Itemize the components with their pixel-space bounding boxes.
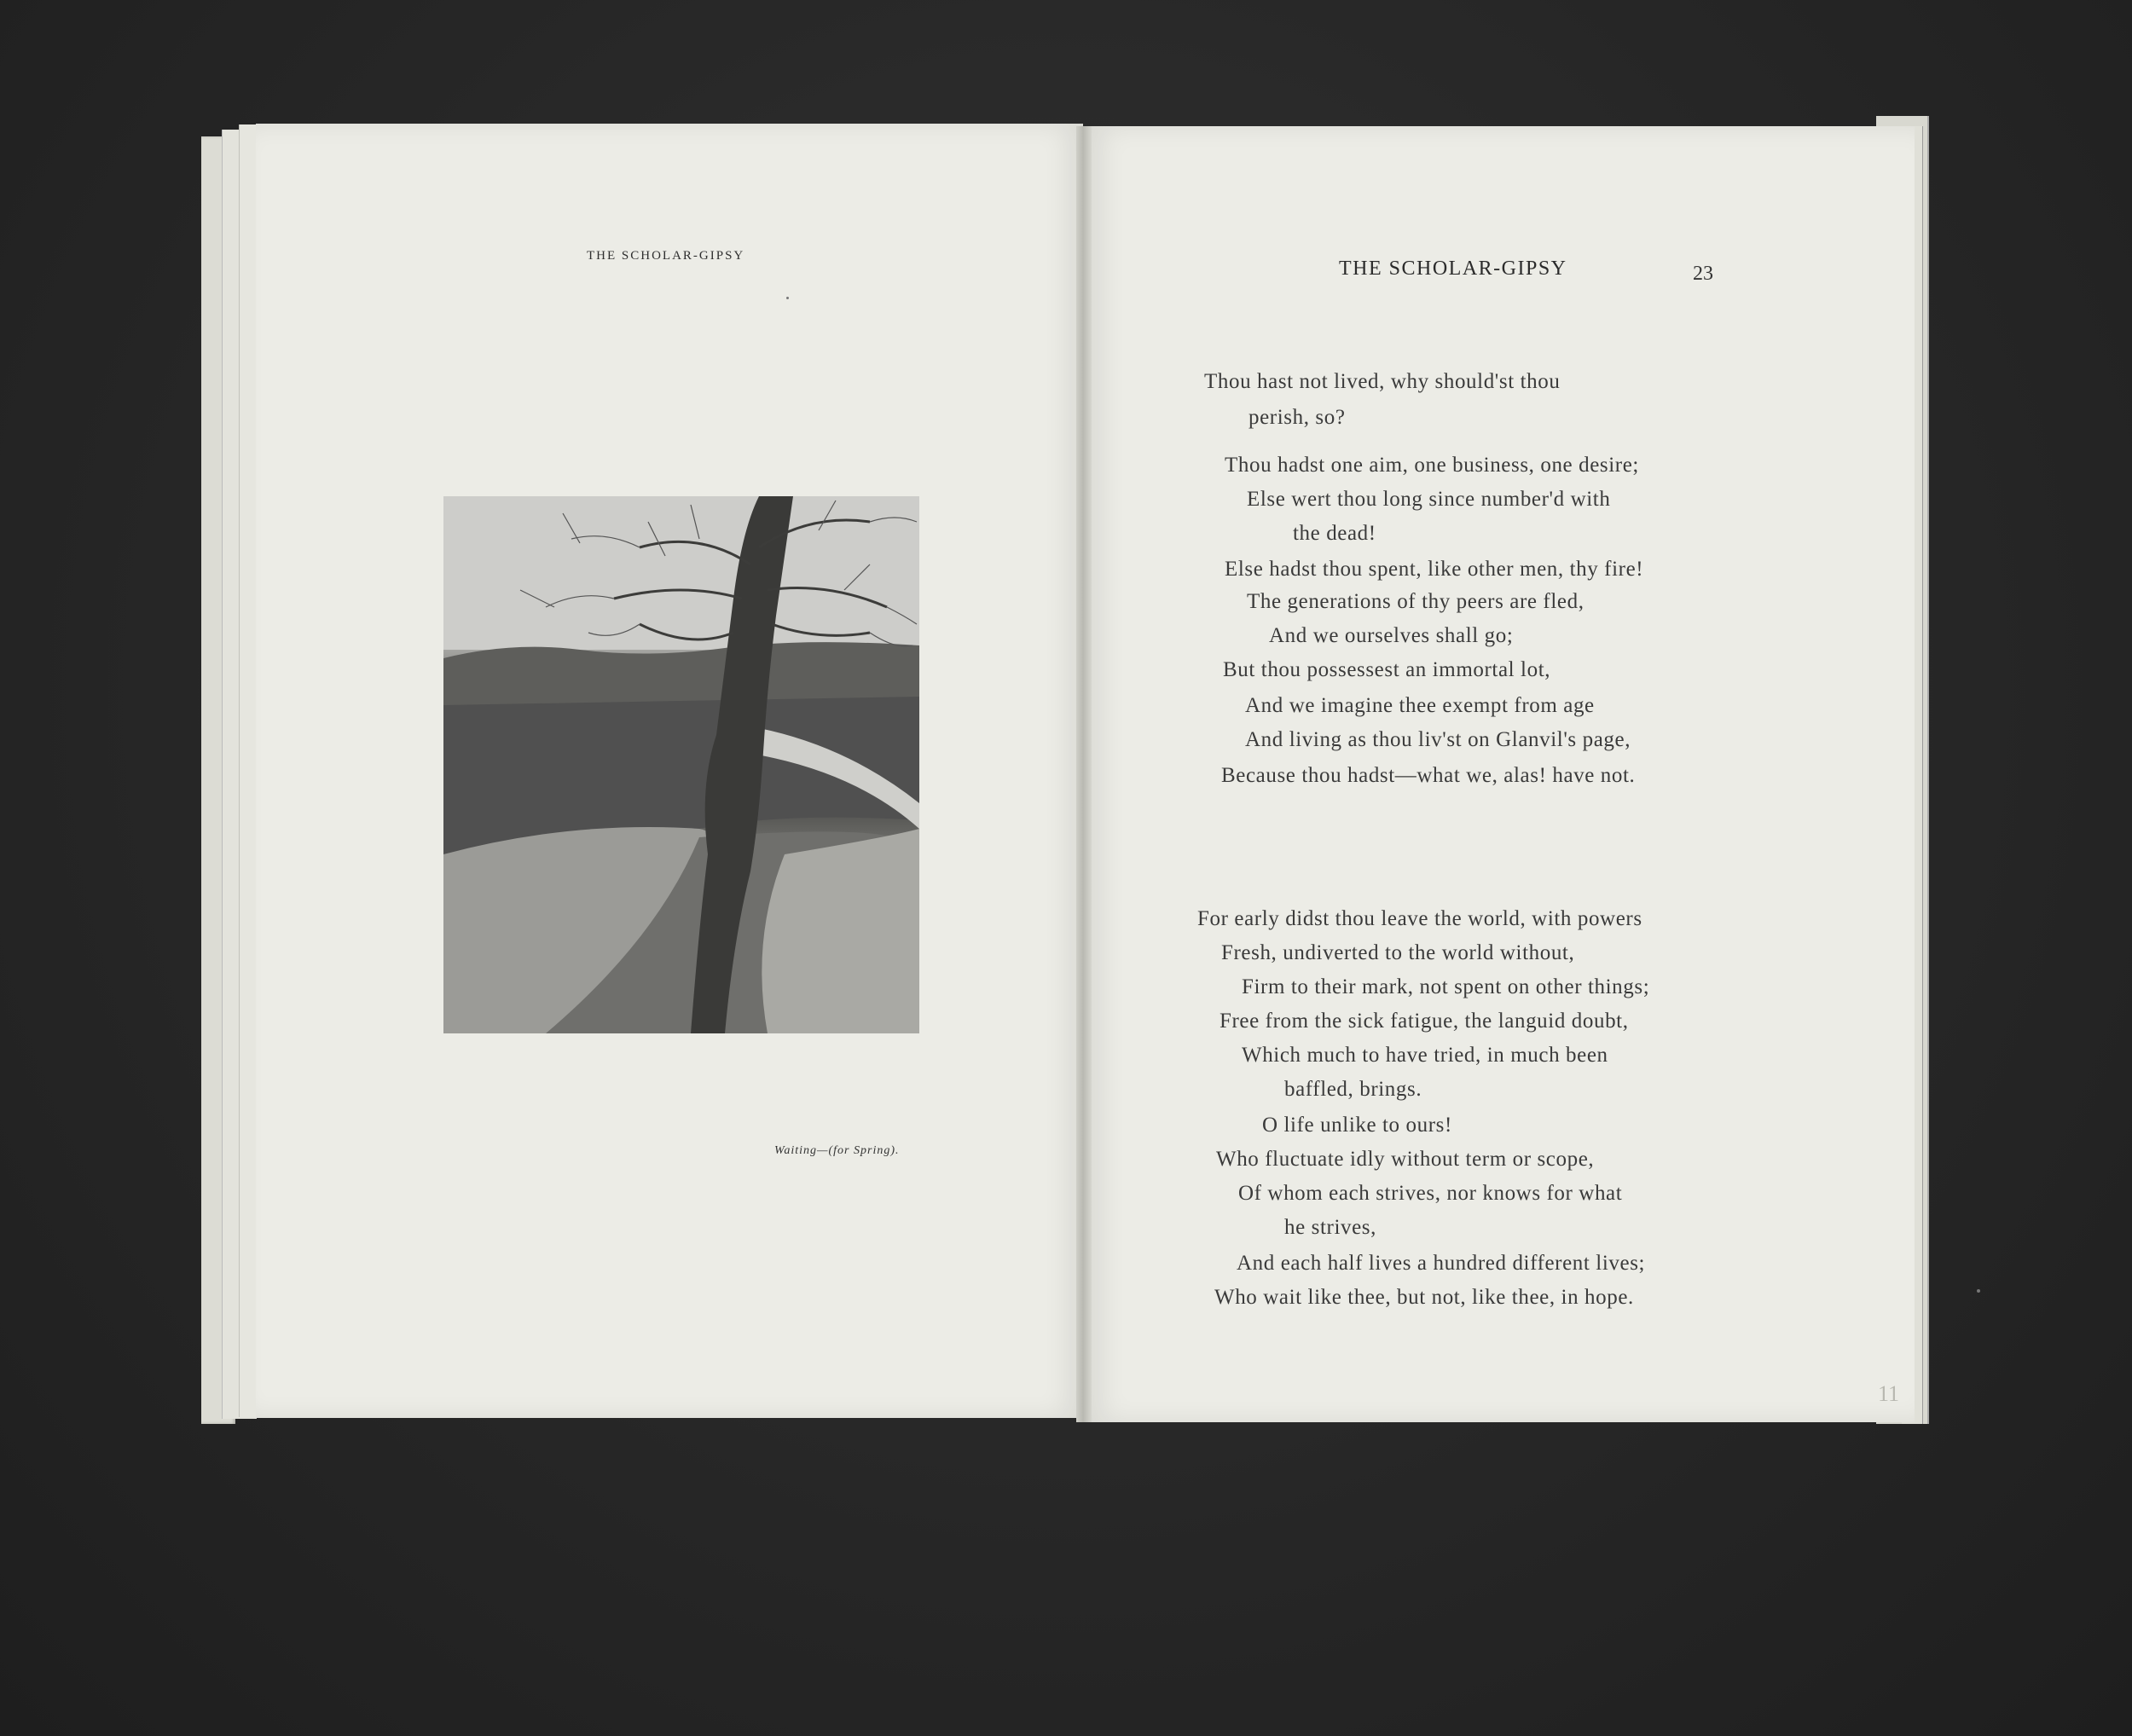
poem-line: And each half lives a hundred different lives; (1237, 1252, 1646, 1275)
poem-line: Thou hast not lived, why should'st thou (1204, 370, 1561, 393)
tree-photo-illustration (443, 496, 919, 1033)
poem-line: Which much to have tried, in much been (1242, 1044, 1608, 1067)
dust-speck (1977, 1289, 1980, 1293)
left-running-head: THE SCHOLAR-GIPSY (587, 249, 745, 263)
poem-line: Who wait like thee, but not, like thee, in hope. (1214, 1286, 1634, 1309)
poem-line: O life unlike to ours! (1262, 1114, 1452, 1137)
book-gutter (1076, 126, 1092, 1422)
poem-line: The generations of thy peers are fled, (1247, 590, 1585, 613)
dust-speck (786, 297, 789, 299)
poem-line: And we ourselves shall go; (1269, 624, 1514, 647)
poem-line: Else wert thou long since number'd with (1247, 488, 1611, 511)
poem-line: But thou possessest an immortal lot, (1223, 658, 1551, 681)
right-running-head: THE SCHOLAR-GIPSY (1339, 258, 1567, 280)
poem-line: Else hadst thou spent, like other men, thy fire! (1225, 558, 1644, 581)
poem-line: he strives, (1284, 1216, 1376, 1239)
page-number: 23 (1693, 263, 1713, 285)
pencil-margin-mark: 11 (1878, 1381, 1900, 1406)
poem-line: perish, so? (1248, 406, 1346, 429)
poem-line: Free from the sick fatigue, the languid doubt, (1220, 1010, 1629, 1033)
photo-caption: Waiting—(for Spring). (774, 1144, 900, 1157)
poem-line: Thou hadst one aim, one business, one desire; (1225, 454, 1639, 477)
poem-line: For early didst thou leave the world, with powers (1197, 907, 1642, 930)
poem-line: Of whom each strives, nor knows for what (1238, 1182, 1623, 1205)
poem-line: Firm to their mark, not spent on other things; (1242, 975, 1650, 998)
poem-line: Because thou hadst—what we, alas! have not. (1221, 764, 1636, 787)
poem-line: Who fluctuate idly without term or scope, (1216, 1148, 1595, 1171)
poem-line: baffled, brings. (1284, 1078, 1422, 1101)
poem-line: And living as thou liv'st on Glanvil's page, (1245, 728, 1631, 751)
tree-photograph (443, 496, 919, 1033)
poem-line: And we imagine thee exempt from age (1245, 694, 1595, 717)
poem-line: Fresh, undiverted to the world without, (1221, 941, 1575, 964)
poem-line: the dead! (1293, 522, 1376, 545)
